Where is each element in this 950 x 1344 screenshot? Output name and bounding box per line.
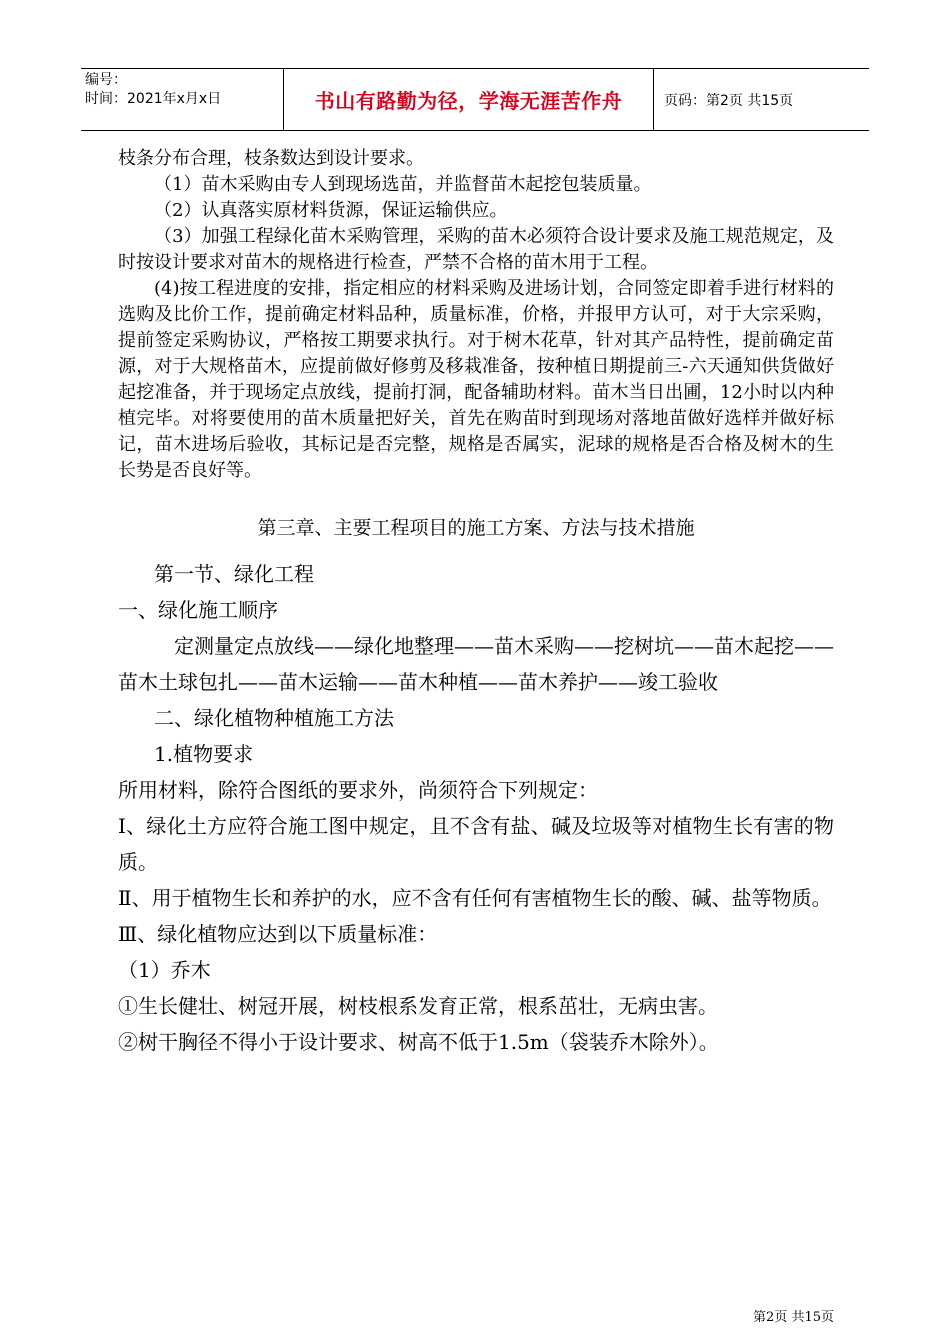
- header-meta: [81, 69, 283, 130]
- tree-requirement-1: ①生长健壮、树冠开展，树枝根系发育正常，根系茁壮，无病虫害。: [118, 994, 718, 1018]
- paragraph-continuation: 枝条分布合理，枝条数达到设计要求。: [118, 148, 424, 169]
- page-footer: 第2页 共15页: [753, 1310, 834, 1325]
- construction-sequence: 定测量定点放线——绿化地整理——苗木采购——挖树坑——苗木起挖——苗木土球包扎——苗木运输——苗木种植——苗木养护——竣工验收: [118, 634, 834, 694]
- document-body: [118, 146, 834, 1060]
- rule-3: Ⅲ、绿化植物应达到以下质量标准：: [118, 922, 438, 946]
- rule-1: Ⅰ、绿化土方应符合施工图中规定，且不含有盐、碱及垃圾等对植物生长有害的物质。: [118, 814, 834, 874]
- chapter-title: 第三章、主要工程项目的施工方案、方法与技术措施: [257, 517, 695, 539]
- header-page-number: 页码：第2页 共15页: [664, 92, 794, 109]
- paragraph-item-4: (4)按工程进度的安排，指定相应的材料采购及进场计划，合同签定即着手进行材料的选购及比价工作，提前确定材料品种，质量标准，价格，并报甲方认可，对于大宗采购，提前签定采购协议，严格按工期要求执行。对于树木花草，针对其产品特性，提前确定苗源，对于大规格苗木，应提前做好修剪及移栽准备，按种植日期提前三-六天通知供货做好起挖准备，并于现场定点放线，提前打洞，配备辅助材料。苗木当日出圃，12小时以内种植完毕。对将要使用的苗木质量把好关，首先在购苗时到现场对落地苗做好选样并做好标记，苗木进场后验收，其标记是否完整，规格是否属实，泥球的规格是否合格及树木的生长势是否良好等。: [118, 278, 834, 481]
- section-title: 第一节、绿化工程: [154, 562, 314, 586]
- document-date-label: 时间：2021年x月x日: [85, 91, 222, 107]
- tree-requirement-2: ②树干胸径不得小于设计要求、树高不低于1.5m（袋装乔木除外）。: [118, 1030, 719, 1054]
- document-number-label: 编号：: [85, 72, 127, 88]
- paragraph-item-3: （3）加强工程绿化苗木采购管理，采购的苗木必须符合设计要求及施工规范规定，及时按设计要求对苗木的规格进行检查，严禁不合格的苗木用于工程。: [118, 226, 834, 273]
- materials-intro: 所用材料，除符合图纸的要求外，尚须符合下列规定：: [118, 778, 598, 802]
- paragraph-item-2: （2）认真落实原材料货源，保证运输供应。: [154, 200, 508, 221]
- subsection-title-1: 一、绿化施工顺序: [118, 598, 278, 622]
- rule-2: Ⅱ、用于植物生长和养护的水，应不含有任何有害植物生长的酸、碱、盐等物质。: [118, 886, 832, 910]
- subsection-title-2: 二、绿化植物种植施工方法: [154, 706, 394, 730]
- header-motto: 书山有路勤为径，学海无涯苦作舟: [283, 69, 654, 130]
- item-title-1: 1.植物要求: [154, 742, 254, 766]
- tree-title: （1）乔木: [118, 958, 211, 982]
- page-header: [81, 68, 869, 131]
- paragraph-item-1: （1）苗木采购由专人到现场选苗，并监督苗木起挖包装质量。: [154, 174, 652, 195]
